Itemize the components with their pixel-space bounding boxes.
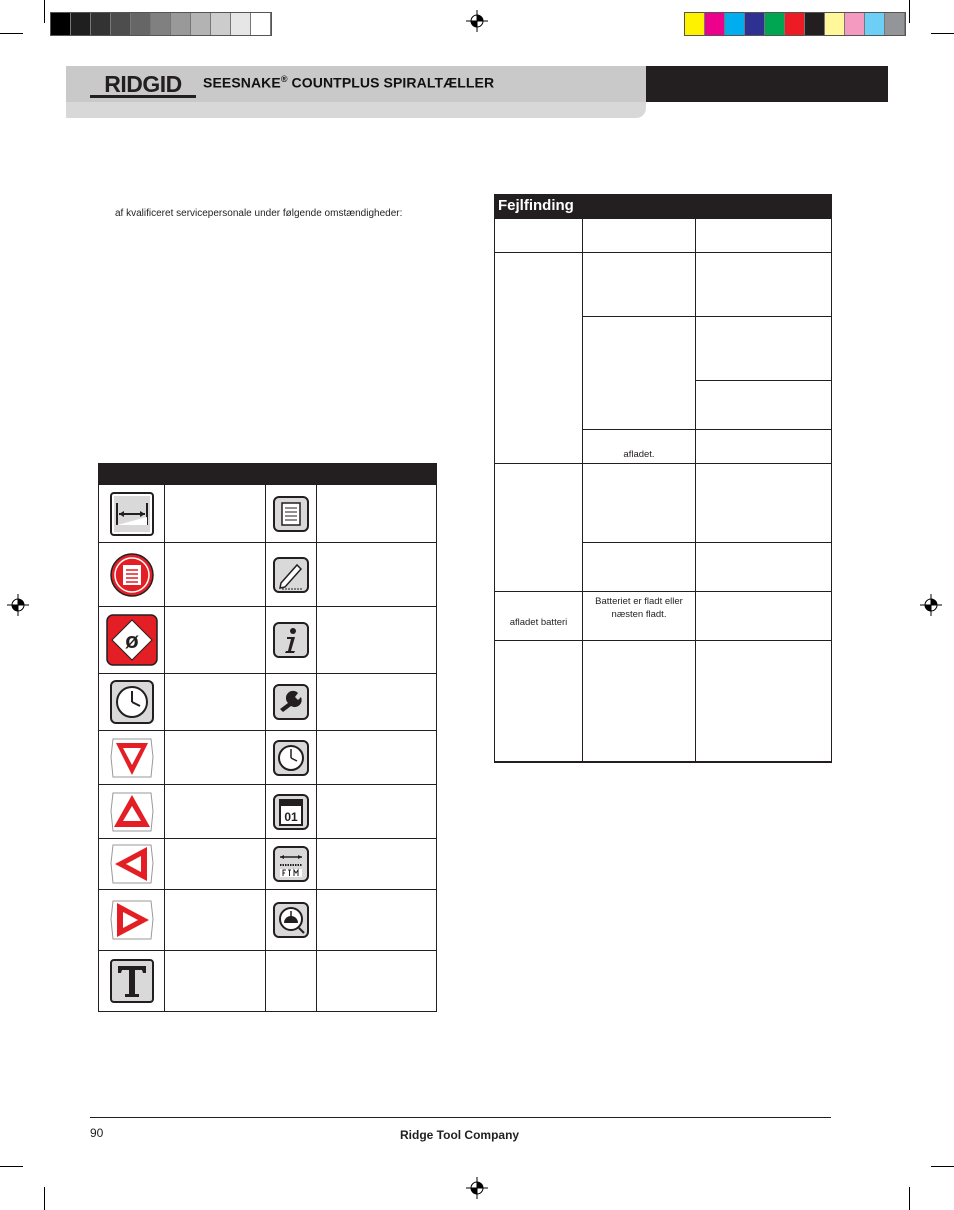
table-row bbox=[98, 951, 437, 1012]
table-row bbox=[98, 839, 437, 890]
color-swatch bbox=[725, 13, 745, 35]
table-cell bbox=[582, 218, 696, 253]
icon-table bbox=[98, 463, 437, 1012]
troubleshooting-table bbox=[494, 194, 832, 763]
color-swatch bbox=[91, 13, 111, 35]
color-swatch bbox=[71, 13, 91, 35]
ridgid-logo bbox=[90, 70, 196, 100]
registration-mark-icon bbox=[920, 594, 942, 616]
table-row bbox=[98, 674, 437, 731]
calendar-01-icon bbox=[272, 793, 310, 831]
ft-m-units-icon bbox=[272, 845, 310, 883]
right-arrow-button-icon bbox=[109, 897, 155, 943]
registration-mark-icon bbox=[7, 594, 29, 616]
zero-button-red-icon bbox=[105, 613, 159, 667]
color-swatch bbox=[705, 13, 725, 35]
icon-table-header bbox=[98, 463, 437, 485]
color-swatch bbox=[131, 13, 151, 35]
table-cell: afladet batteri bbox=[494, 591, 583, 641]
wrench-icon bbox=[272, 683, 310, 721]
clock-button-icon bbox=[109, 679, 155, 725]
down-arrow-button-icon bbox=[109, 735, 155, 781]
svg-text:ø: ø bbox=[124, 628, 139, 653]
table-cell bbox=[494, 463, 583, 592]
color-swatch bbox=[745, 13, 765, 35]
table-cell bbox=[494, 640, 583, 763]
footer-rule bbox=[90, 1117, 831, 1118]
table-row bbox=[98, 785, 437, 839]
left-arrow-button-icon bbox=[109, 841, 155, 887]
table-cell bbox=[695, 316, 832, 381]
table-cell bbox=[695, 542, 832, 592]
clock-icon bbox=[272, 739, 310, 777]
table-cell bbox=[695, 218, 832, 253]
table-cell bbox=[494, 218, 583, 253]
color-bar-color bbox=[684, 12, 906, 36]
registration-mark-icon bbox=[466, 1177, 488, 1199]
header-shadow bbox=[66, 102, 646, 118]
color-swatch bbox=[765, 13, 785, 35]
color-swatch bbox=[845, 13, 865, 35]
table-row bbox=[98, 607, 437, 674]
troubleshooting-title: Fejlfinding bbox=[494, 194, 832, 218]
troubleshooting-body bbox=[494, 218, 832, 763]
info-icon bbox=[272, 621, 310, 659]
svg-text:01: 01 bbox=[284, 809, 298, 824]
svg-text:RIDGID: RIDGID bbox=[104, 71, 182, 97]
text-t-icon bbox=[109, 958, 155, 1004]
table-cell: afladet. bbox=[582, 429, 696, 464]
color-swatch bbox=[191, 13, 211, 35]
color-swatch bbox=[171, 13, 191, 35]
table-cell bbox=[582, 640, 696, 763]
color-swatch bbox=[51, 13, 71, 35]
color-swatch bbox=[865, 13, 885, 35]
table-row bbox=[98, 485, 437, 543]
color-swatch bbox=[825, 13, 845, 35]
table-cell bbox=[582, 252, 696, 317]
color-bar-gray bbox=[50, 12, 272, 36]
meter-head-icon bbox=[272, 901, 310, 939]
table-cell bbox=[695, 252, 832, 317]
table-cell bbox=[695, 429, 832, 464]
color-swatch bbox=[251, 13, 271, 35]
table-cell bbox=[582, 542, 696, 592]
table-cell bbox=[582, 463, 696, 543]
up-arrow-button-icon bbox=[109, 789, 155, 835]
color-swatch bbox=[685, 13, 705, 35]
page-title: SEESNAKE® COUNTPLUS SPIRALTÆLLER bbox=[203, 74, 495, 91]
color-swatch bbox=[211, 13, 231, 35]
table-cell bbox=[582, 316, 696, 430]
color-swatch bbox=[785, 13, 805, 35]
list-menu-icon bbox=[272, 495, 310, 533]
table-cell bbox=[695, 463, 832, 543]
distance-reset-icon bbox=[109, 491, 155, 537]
registration-mark-icon bbox=[466, 10, 488, 32]
table-cell bbox=[695, 640, 832, 763]
service-text: af kvalificeret servicepersonale under følgende omstændigheder: bbox=[115, 208, 403, 219]
table-row bbox=[98, 731, 437, 785]
table-row bbox=[98, 543, 437, 607]
table-row bbox=[98, 890, 437, 951]
header-black-block bbox=[646, 66, 888, 102]
footer-company: Ridge Tool Company bbox=[400, 1128, 520, 1142]
page-number: 90 bbox=[90, 1126, 104, 1140]
table-cell bbox=[695, 380, 832, 430]
pencil-edit-icon bbox=[272, 556, 310, 594]
color-swatch bbox=[885, 13, 905, 35]
color-swatch bbox=[111, 13, 131, 35]
color-swatch bbox=[151, 13, 171, 35]
table-cell: Batteriet er fladt eller næsten fladt. bbox=[582, 591, 696, 641]
menu-button-red-icon bbox=[109, 552, 155, 598]
table-cell bbox=[494, 252, 583, 464]
color-swatch bbox=[231, 13, 251, 35]
table-cell bbox=[695, 591, 832, 641]
color-swatch bbox=[805, 13, 825, 35]
